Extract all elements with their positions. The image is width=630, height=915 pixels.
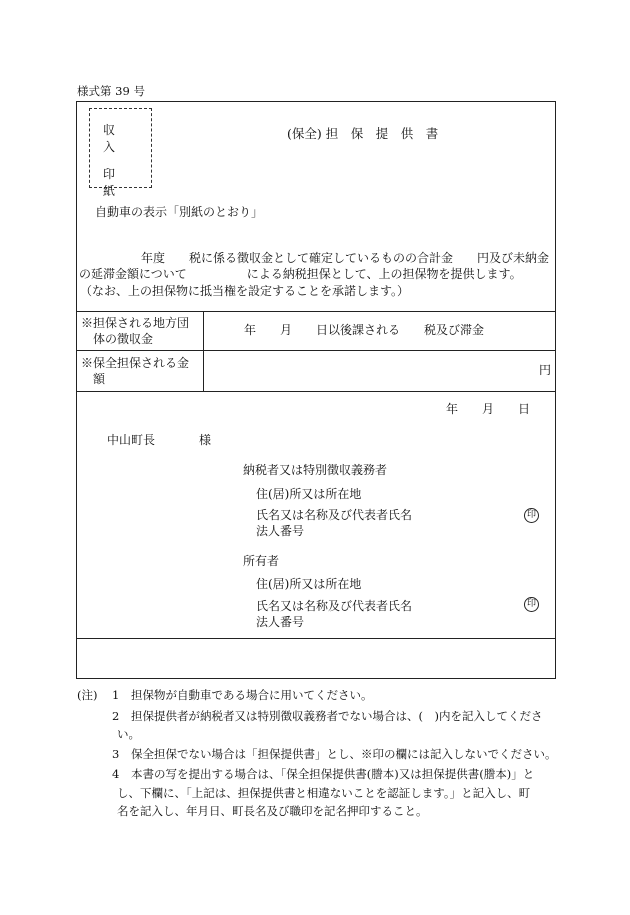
taxpayer-name-label: 氏名又は名称及び代表者氏名 xyxy=(256,508,413,522)
row-content-collected-amount: 年 月 日以後課される 税及び滞金 xyxy=(244,323,485,337)
form-title: (保全) 担 保 提 供 書 xyxy=(287,126,439,141)
taxpayer-seal-mark: 印 xyxy=(524,508,539,523)
note-text: 担保物が自動車である場合に用いてください。 xyxy=(131,688,373,702)
owner-heading: 所有者 xyxy=(243,554,280,568)
label-column-divider xyxy=(203,311,204,391)
taxpayer-heading: 納税者又は特別徴収義務者 xyxy=(243,463,388,477)
body-line-1: 年度 税に係る徴収金として確定しているものの合計金 円及び未納金 xyxy=(141,251,550,265)
note-text: し、下欄に、「上記は、担保提供書と相違ないことを認証します。」と記入し、町 xyxy=(117,786,531,800)
vehicle-display: 自動車の表示「別紙のとおり」 xyxy=(95,205,264,219)
note-text: 保全担保でない場合は「担保提供書」とし、※印の欄には記入しないでください。 xyxy=(131,747,557,761)
stamp-label-top: 収 入 xyxy=(103,123,126,154)
divider xyxy=(76,311,556,312)
note-number: 3 xyxy=(112,747,120,761)
note-number: 4 xyxy=(112,767,120,781)
note-text: 本書の写を提出する場合は、「保全担保提供書(謄本)又は担保提供書(謄本)」と xyxy=(131,767,535,781)
notes-prefix: (注) xyxy=(77,688,98,702)
note-number: 1 xyxy=(112,688,120,702)
owner-name-label: 氏名又は名称及び代表者氏名 xyxy=(256,599,413,613)
owner-corp-number-label: 法人番号 xyxy=(256,615,305,629)
divider xyxy=(76,350,556,351)
revenue-stamp-box xyxy=(89,108,152,198)
date-line: 年 月 日 xyxy=(446,402,531,416)
form-number: 様式第 39 号 xyxy=(77,84,145,98)
note-text: 担保提供者が納税者又は特別徴収義務者でない場合は、( )内を記入してくださ xyxy=(131,709,543,723)
taxpayer-corp-number-label: 法人番号 xyxy=(256,524,305,538)
owner-address-label: 住(居)所又は所在地 xyxy=(256,577,362,591)
owner-seal-mark: 印 xyxy=(524,597,539,612)
divider xyxy=(76,391,556,392)
row-content-yen-unit: 円 xyxy=(539,363,552,377)
divider xyxy=(76,638,556,639)
row-label-collected-amount-line2: 体の徴収金 xyxy=(93,332,154,346)
stamp-label-bottom: 印 紙 xyxy=(103,167,126,198)
row-label-secured-amount-line1: ※保全担保される金 xyxy=(81,356,190,370)
taxpayer-address-label: 住(居)所又は所在地 xyxy=(256,487,362,501)
note-text: い。 xyxy=(117,727,140,741)
row-label-secured-amount-line2: 額 xyxy=(93,372,106,386)
body-line-3: （なお、上の担保物に抵当権を設定することを承諾します。） xyxy=(80,284,410,298)
row-label-collected-amount-line1: ※担保される地方団 xyxy=(81,316,190,330)
addressee-name: 中山町長 xyxy=(107,433,156,447)
body-line-2: の延滞金額について による納税担保として、上の担保物を提供します。 xyxy=(79,267,522,281)
addressee-honorific: 様 xyxy=(199,433,212,447)
note-number: 2 xyxy=(112,709,120,723)
note-text: 名を記入し、年月日、町長名及び職印を記名押印すること。 xyxy=(117,804,428,818)
